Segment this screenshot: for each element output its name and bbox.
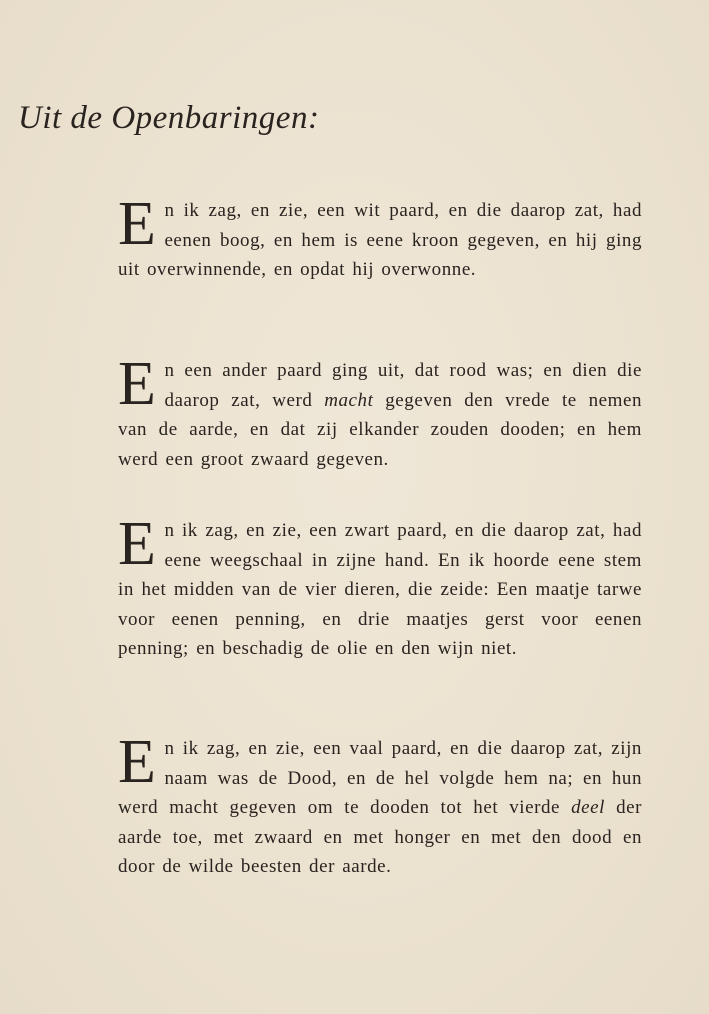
page-title: Uit de Openbaringen:	[18, 100, 320, 136]
verse-text-italic: deel	[571, 797, 605, 818]
verse-3	[118, 510, 642, 664]
verse-text: der aarde toe, met zwaard en met honger en met den dood en door de wilde beesten der aarde.	[118, 797, 642, 877]
verse-text: n ik zag, en zie, een wit paard, en die daarop zat, had eenen boog, en hem is eene kroon gegeven, en hij ging uit overwinnende, en opdat hij overwonne.	[118, 200, 642, 280]
verse-text: gegeven den vrede te nemen van de aarde, en dat zij elkander zouden dooden; en hem werd een groot zwaard gegeven.	[118, 389, 642, 470]
verse-text: n een ander paard ging uit, dat rood was; en dien die daarop zat, werd	[164, 360, 642, 411]
verse-4	[118, 728, 642, 882]
drop-cap-initial: E	[118, 510, 157, 578]
verse-1	[118, 190, 642, 285]
verse-text: n ik zag, en zie, een vaal paard, en die daarop zat, zijn naam was de Dood, en de hel volgde hem na; en hun werd macht gegeven om te dooden tot het vierde	[118, 738, 642, 818]
drop-cap-initial: E	[118, 350, 157, 418]
drop-cap-initial: E	[118, 190, 157, 258]
verse-text: n ik zag, en zie, een zwart paard, en die daarop zat, had eene weegschaal in zijne hand. En ik hoorde eene stem in het midden van de vier dieren, die zeide: Een maatje tarwe voor eenen penning, en drie maatjes gerst voor eenen penning; en beschadig de olie en den wijn niet.	[118, 520, 642, 659]
verse-2	[118, 350, 642, 474]
drop-cap-initial: E	[118, 728, 157, 796]
verse-text-italic: macht	[324, 389, 374, 411]
